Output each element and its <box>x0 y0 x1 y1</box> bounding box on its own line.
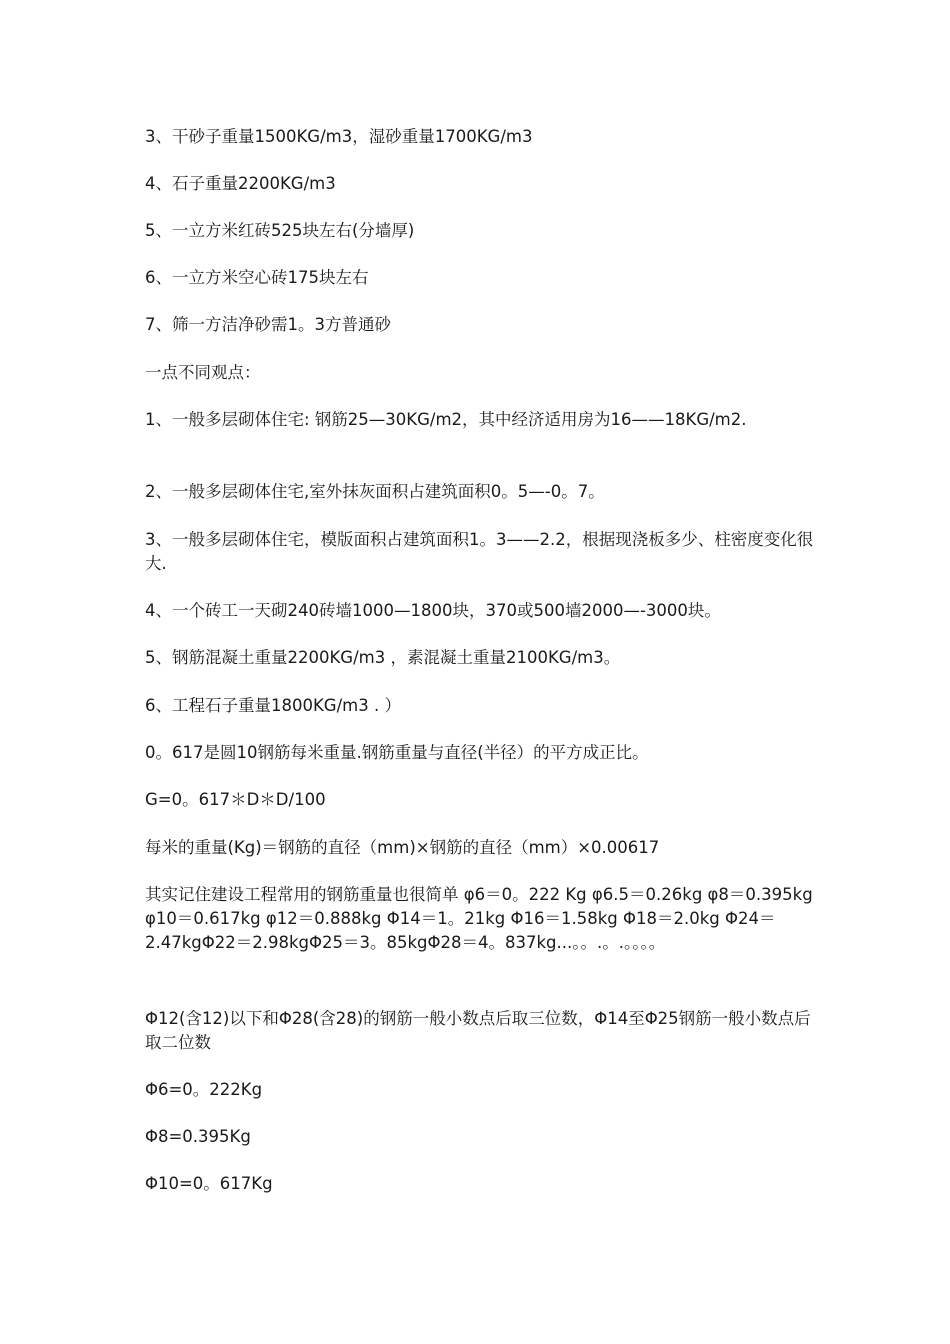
paragraph-rebar-per-m2: 1、一般多层砌体住宅: 钢筋25—30KG/m2，其中经济适用房为16——18KG/m2. <box>145 410 747 429</box>
paragraph-sieved-sand: 7、筛一方洁净砂需1。3方普通砂 <box>145 315 391 334</box>
rebar-weight-phi8: Φ8=0.395Kg <box>145 1127 251 1146</box>
rebar-weight-phi10: Φ10=0。617Kg <box>145 1174 273 1193</box>
formula-g: G=0。617＊D＊D/100 <box>145 790 326 809</box>
paragraph-red-brick-count: 5、一立方米红砖525块左右(分墙厚) <box>145 221 415 240</box>
paragraph-engineering-stone: 6、工程石子重量1800KG/m3 . ） <box>145 696 401 715</box>
paragraph-exterior-plaster: 2、一般多层砌体住宅,室外抹灰面积占建筑面积0。5—-0。7。 <box>145 482 605 501</box>
formula-weight-per-meter: 每米的重量(Kg)＝钢筋的直径（mm)×钢筋的直径（mm）×0.00617 <box>145 838 660 857</box>
paragraph-hollow-brick-count: 6、一立方米空心砖175块左右 <box>145 268 369 287</box>
paragraph-stone-weight: 4、石子重量2200KG/m3 <box>145 174 336 193</box>
paragraph-concrete-weight: 5、钢筋混凝土重量2200KG/m3 ，素混凝土重量2100KG/m3。 <box>145 648 621 667</box>
paragraph-dry-sand-weight: 3、干砂子重量1500KG/m3，湿砂重量1700KG/m3 <box>145 127 533 146</box>
section-heading: 一点不同观点： <box>145 363 261 382</box>
paragraph-formwork-area: 3、一般多层砌体住宅，模版面积占建筑面积1。3——2.2，根据现浇板多少、柱密度变化很大. <box>145 530 814 573</box>
paragraph-rebar-weight-ratio: 0。617是圆10钢筋每米重量.钢筋重量与直径(半径）的平方成正比。 <box>145 743 649 762</box>
paragraph-common-rebar-weights: 其实记住建设工程常用的钢筋重量也很简单 φ6＝0。222 Kg φ6.5＝0.26kg φ8＝0.395kg φ10＝0.617kg φ12＝0.888kg Φ14＝1。21kg Φ16＝1.58kg Φ18＝2.0kg Φ24＝2.47kgΦ22＝2.98kgΦ25＝3。85kgΦ28＝4。837kg...。。.。.。。。。 <box>145 885 818 952</box>
paragraph-decimal-rules: Φ12(含12)以下和Φ28(含28)的钢筋一般小数点后取三位数，Φ14至Φ25钢筋一般小数点后取二位数 <box>145 1009 811 1052</box>
rebar-weight-phi6: Φ6=0。222Kg <box>145 1080 263 1099</box>
paragraph-bricklayer-output: 4、一个砖工一天砌240砖墙1000—1800块，370或500墙2000—-3000块。 <box>145 601 721 620</box>
